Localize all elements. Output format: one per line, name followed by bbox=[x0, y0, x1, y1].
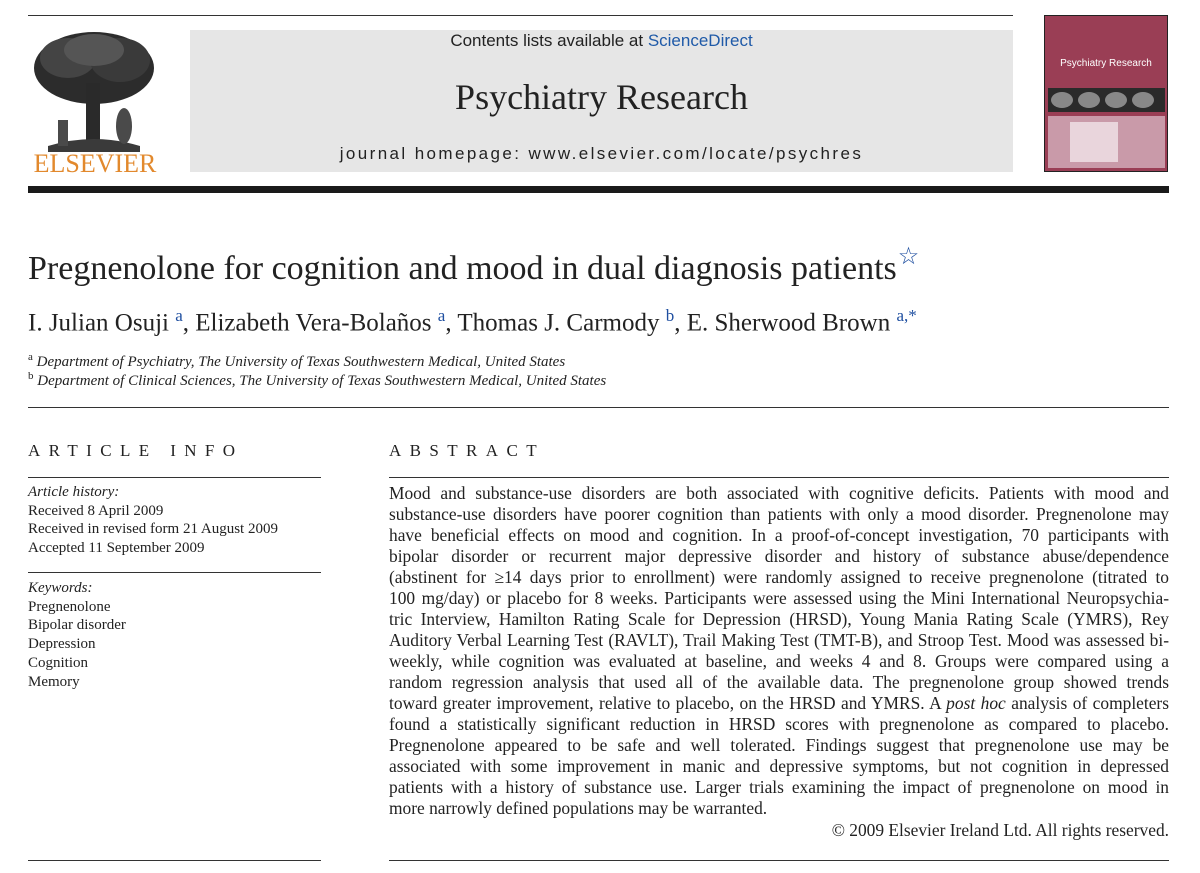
abstract-line: (abstinent for ≥14 days prior to enrollment) were randomly assigned to receive pregnenolone (titrated to bbox=[389, 567, 1169, 587]
abstract-line: patients with a history of substance use. Larger trials examining the impact of pregnenolone on mood in bbox=[389, 777, 1169, 797]
elsevier-logo[interactable] bbox=[28, 28, 160, 176]
sciencedirect-link[interactable]: ScienceDirect bbox=[647, 31, 753, 50]
abstract-body bbox=[389, 483, 1169, 819]
keyword-item: Bipolar disorder bbox=[28, 617, 126, 634]
history-item: Received in revised form 21 August 2009 bbox=[28, 521, 278, 538]
article-history bbox=[28, 483, 278, 558]
article-info-bottom-rule bbox=[28, 860, 321, 861]
history-label: Article history: bbox=[28, 484, 120, 500]
abstract-line: Pregnenolone appeared to be safe and well tolerated. Findings suggest that pregnenolone use may be bbox=[389, 735, 1169, 755]
author-affiliation-sup[interactable]: b bbox=[665, 306, 675, 325]
abstract-line: bipolar disorder or recurrent major depressive disorder and history of substance abuse/dependence bbox=[389, 546, 1169, 566]
body-top-rule bbox=[28, 407, 1169, 408]
author-name[interactable]: Thomas J. Carmody bbox=[457, 309, 660, 337]
cover-brain-scan bbox=[1132, 92, 1154, 108]
journal-cover-image[interactable] bbox=[1044, 15, 1168, 172]
author-list: I. Julian Osuji $^a$, Elizabeth Vera-Bolaños $^a$, Thomas J. Carmody $^b$, E. Sherwood Brown $^{a,*}$ bbox=[28, 306, 917, 337]
article-title-text: Pregnenolone for cognition and mood in dual diagnosis patients bbox=[28, 250, 897, 287]
abstract-line: 100 mg/day) or placebo for 8 weeks. Participants were assessed using the Mini International Neuropsychia- bbox=[389, 588, 1169, 608]
author-name[interactable]: Elizabeth Vera-Bolaños bbox=[195, 309, 432, 337]
publisher-name: ELSEVIER bbox=[33, 149, 157, 178]
keywords-label: Keywords: bbox=[28, 580, 93, 596]
abstract-line: more narrowly defined populations may be warranted. bbox=[389, 798, 768, 818]
history-item: Received 8 April 2009 bbox=[28, 502, 164, 519]
abstract-line: associated with some improvement in manic and depressive symptoms, but not cognition in depressed bbox=[389, 756, 1169, 776]
affiliation-text: Department of Psychiatry, The University of Texas Southwestern Medical, United States bbox=[36, 354, 566, 370]
author-affiliation-sup[interactable]: a bbox=[175, 306, 183, 325]
abstract-line: substance-use disorders have poorer cognition than patients with only a mood disorder. Pregnenolone may bbox=[389, 504, 1169, 524]
author-name[interactable]: I. Julian Osuji bbox=[28, 309, 169, 337]
abstract-line: weekly, while cognition was evaluated at baseline, and weeks 4 and 8. Groups were compared using a bbox=[389, 651, 1169, 671]
title-footnote-star-icon[interactable]: ☆ bbox=[897, 244, 920, 270]
header-top-rule bbox=[28, 15, 1013, 16]
author-affiliation-sup[interactable]: a bbox=[437, 306, 446, 325]
keyword-item: Pregnenolone bbox=[28, 598, 111, 615]
article-title bbox=[28, 244, 920, 288]
abstract-emphasis: post hoc bbox=[946, 693, 1006, 713]
abstract-line: random regression analysis that used all of the available data. The pregnenolone group showed trends bbox=[389, 672, 1169, 692]
article-info-heading: ARTICLE INFO bbox=[28, 441, 244, 460]
keyword-item: Depression bbox=[28, 636, 96, 653]
contents-prefix: Contents lists available at bbox=[450, 31, 648, 50]
cover-brain-scan bbox=[1051, 92, 1073, 108]
affiliation bbox=[28, 351, 565, 371]
abstract-line: tric Interview, Hamilton Rating Scale for Depression (HRSD), Young Mania Rating Scale (YMRS), Rey bbox=[389, 609, 1169, 629]
affiliation-text: Department of Clinical Sciences, The University of Texas Southwestern Medical, United States bbox=[37, 373, 607, 389]
contents-availability bbox=[190, 31, 1013, 51]
abstract-bottom-rule bbox=[389, 860, 1169, 861]
history-keywords-divider bbox=[28, 572, 321, 573]
affiliation-sup: a bbox=[28, 351, 33, 363]
abstract-rule bbox=[389, 477, 1169, 478]
affiliation-sup: b bbox=[28, 370, 34, 382]
copyright-notice: © 2009 Elsevier Ireland Ltd. All rights reserved. bbox=[831, 820, 1169, 840]
abstract-heading: ABSTRACT bbox=[389, 441, 545, 460]
journal-title[interactable]: Psychiatry Research bbox=[455, 77, 748, 117]
abstract-line: have beneficial effects on mood and cognition. In a proof-of-concept investigation, 70 participants with bbox=[389, 525, 1169, 545]
cover-brain-scan bbox=[1105, 92, 1127, 108]
keywords bbox=[28, 579, 126, 691]
abstract-line: toward greater improvement, relative to placebo, on the HRSD and YMRS. A post hoc analysis of completers bbox=[389, 693, 1169, 713]
history-item: Accepted 11 September 2009 bbox=[28, 540, 205, 557]
abstract-line: Mood and substance-use disorders are both associated with cognitive deficits. Patients with mood and bbox=[389, 483, 1169, 503]
header-bottom-rule bbox=[28, 186, 1169, 193]
article-info-rule bbox=[28, 477, 321, 478]
keyword-item: Cognition bbox=[28, 654, 89, 671]
cover-lower-panel bbox=[1048, 116, 1165, 168]
author-affiliation-sup[interactable]: a,* bbox=[896, 306, 917, 325]
keyword-item: Memory bbox=[28, 673, 80, 690]
affiliation bbox=[28, 370, 606, 390]
abstract-line: found a statistically significant reduction in HRSD scores with pregnenolone as compared to placebo. bbox=[389, 714, 1169, 734]
abstract-line: Auditory Verbal Learning Test (RAVLT), Trail Making Test (TMT-B), and Stroop Test. Mood was assessed bi- bbox=[389, 630, 1169, 650]
cover-brain-scan bbox=[1078, 92, 1100, 108]
journal-homepage[interactable]: journal homepage: www.elsevier.com/locate/psychres bbox=[339, 144, 864, 163]
cover-title: Psychiatry Research bbox=[1060, 58, 1152, 69]
journal-banner bbox=[190, 30, 1013, 172]
author-name[interactable]: E. Sherwood Brown bbox=[686, 309, 891, 337]
